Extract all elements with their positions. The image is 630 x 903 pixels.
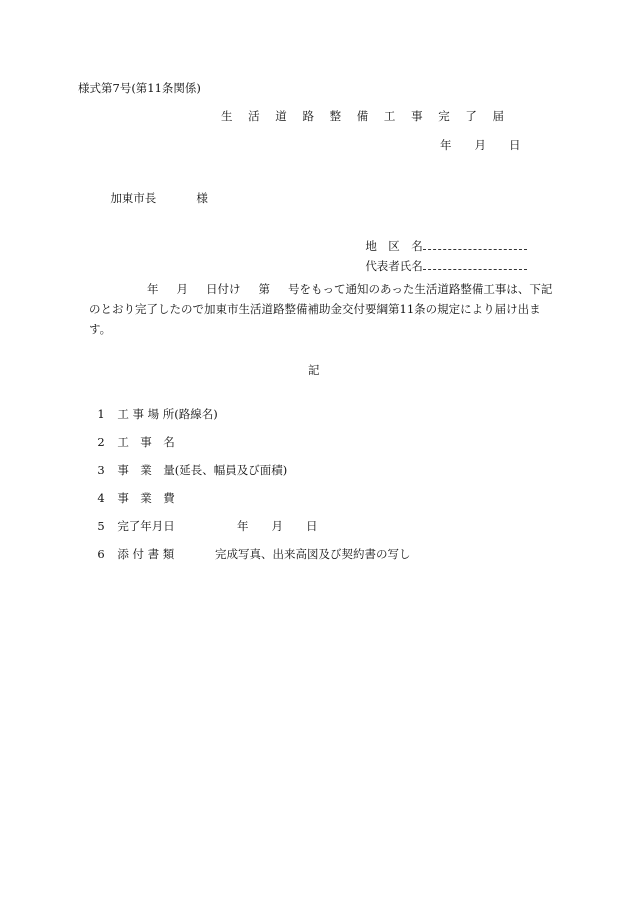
form-number: 様式第7号(第11条関係) [78,81,201,95]
addressee [103,174,208,206]
body-number-prefix: 第 [258,282,270,296]
item-label: 工 事 名 [117,435,175,449]
completion-date-value: 年 月 日 [237,519,318,533]
body-paragraph [89,279,559,339]
ki-heading: 記 [308,363,320,377]
addressee-name: 加東市長 [110,191,157,205]
body-text: 号をもって通知のあった生活道路整備工事は、下記のとおり完了したので加東市生活道路整備補助金交付要綱第11条の規定により届け出ます。 [89,282,553,336]
addressee-honorific: 様 [196,191,208,205]
representative-name-label: 代表者氏名 [365,259,423,273]
body-day: 日付け [206,282,241,296]
item-number: 4 [97,491,105,505]
representative-name-row [358,242,527,274]
district-name-label: 地 区 名 [365,239,423,253]
submission-date: 年 月 日 [440,138,521,152]
list-item [90,530,411,562]
item-label: 事 業 費 [117,491,175,505]
attachments-value: 完成写真、出来高図及び契約書の写し [215,547,411,561]
item-label: 添 付 書 類 [117,547,175,561]
item-label: 完了年月日 [117,519,175,533]
body-month: 月 [176,282,188,296]
body-year: 年 [147,282,159,296]
item-number: 2 [97,435,105,449]
item-number: 6 [97,547,105,561]
representative-name-field[interactable] [423,259,527,270]
item-number: 5 [97,519,105,533]
item-label: 事 業 量(延長、幅員及び面積) [117,463,288,477]
document-title: 生 活 道 路 整 備 工 事 完 了 届 [221,109,511,123]
item-label: 工 事 場 所(路線名) [117,407,218,421]
item-number: 3 [97,463,105,477]
item-number: 1 [97,407,105,421]
